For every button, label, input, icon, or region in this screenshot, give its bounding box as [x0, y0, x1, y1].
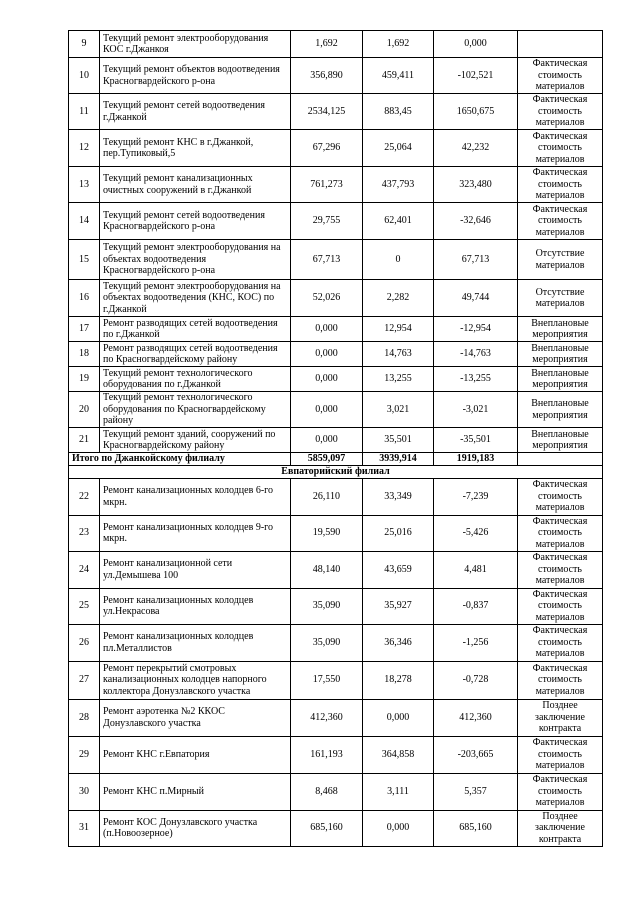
row-deviation-value: -3,021	[434, 392, 518, 428]
table-row	[69, 240, 603, 280]
table-row	[69, 367, 603, 392]
row-actual-value: 2,282	[363, 280, 434, 317]
row-deviation-value: 323,480	[434, 167, 518, 203]
row-deviation-value: 412,360	[434, 699, 518, 736]
row-number: 29	[69, 736, 100, 773]
row-name: Ремонт канализационных колодцев 9-го мкрн.	[100, 515, 291, 551]
row-note: Фактическая стоимость материалов	[518, 478, 603, 515]
row-deviation-value: 685,160	[434, 810, 518, 846]
row-plan-value: 26,110	[291, 478, 363, 515]
row-name: Текущий ремонт электрооборудования КОС г.Джанкоя	[100, 31, 291, 58]
row-actual-value: 43,659	[363, 551, 434, 588]
table-row	[69, 342, 603, 367]
row-deviation-value: -13,255	[434, 367, 518, 392]
row-deviation-value: -12,954	[434, 317, 518, 342]
row-note: Фактическая стоимость материалов	[518, 661, 603, 699]
row-deviation-value: 42,232	[434, 130, 518, 167]
row-actual-value: 364,858	[363, 736, 434, 773]
row-number: 20	[69, 392, 100, 428]
section-header-row	[69, 465, 603, 478]
repair-table	[68, 30, 603, 847]
row-name: Ремонт канализационных колодцев 6-го мкрн.	[100, 478, 291, 515]
row-number: 14	[69, 203, 100, 240]
row-deviation-value: -102,521	[434, 58, 518, 94]
row-note: Фактическая стоимость материалов	[518, 130, 603, 167]
row-name: Ремонт КНС г.Евпатория	[100, 736, 291, 773]
row-number: 18	[69, 342, 100, 367]
table-row	[69, 736, 603, 773]
row-actual-value: 0	[363, 240, 434, 280]
row-name: Ремонт аэротенка №2 ККОС Донузлавского участка	[100, 699, 291, 736]
row-actual-value: 0,000	[363, 810, 434, 846]
row-note: Фактическая стоимость материалов	[518, 94, 603, 130]
row-number: 26	[69, 624, 100, 661]
row-name: Ремонт КОС Донузлавского участка (п.Новоозерное)	[100, 810, 291, 846]
row-actual-value: 13,255	[363, 367, 434, 392]
row-name: Ремонт канализационной сети ул.Демышева 100	[100, 551, 291, 588]
row-plan-value: 19,590	[291, 515, 363, 551]
row-deviation-value: -14,763	[434, 342, 518, 367]
row-number: 13	[69, 167, 100, 203]
row-plan-value: 35,090	[291, 624, 363, 661]
row-note: Внеплановые мероприятия	[518, 392, 603, 428]
row-name: Текущий ремонт электрооборудования на объектах водоотведения (КНС, КОС) по г.Джанкой	[100, 280, 291, 317]
row-plan-value: 761,273	[291, 167, 363, 203]
row-plan-value: 0,000	[291, 317, 363, 342]
row-name: Текущий ремонт зданий, сооружений по Красногвардейскому району	[100, 428, 291, 453]
row-actual-value: 1,692	[363, 31, 434, 58]
row-plan-value: 356,890	[291, 58, 363, 94]
table-row	[69, 624, 603, 661]
row-deviation-value: -35,501	[434, 428, 518, 453]
row-actual-value: 25,064	[363, 130, 434, 167]
row-note: Фактическая стоимость материалов	[518, 167, 603, 203]
table-row	[69, 130, 603, 167]
row-name: Текущий ремонт технологического оборудования по Красногвардейскому району	[100, 392, 291, 428]
total-plan-value: 5859,097	[291, 453, 363, 466]
row-note: Отсутствие материалов	[518, 240, 603, 280]
row-number: 11	[69, 94, 100, 130]
row-number: 21	[69, 428, 100, 453]
row-note: Внеплановые мероприятия	[518, 428, 603, 453]
row-note: Позднее заключение контракта	[518, 810, 603, 846]
row-number: 27	[69, 661, 100, 699]
table-row	[69, 94, 603, 130]
row-number: 22	[69, 478, 100, 515]
total-actual-value: 3939,914	[363, 453, 434, 466]
row-deviation-value: -1,256	[434, 624, 518, 661]
table-row	[69, 810, 603, 846]
row-deviation-value: -0,728	[434, 661, 518, 699]
row-actual-value: 0,000	[363, 699, 434, 736]
row-number: 12	[69, 130, 100, 167]
row-note: Фактическая стоимость материалов	[518, 58, 603, 94]
row-actual-value: 459,411	[363, 58, 434, 94]
total-row	[69, 453, 603, 466]
row-plan-value: 0,000	[291, 428, 363, 453]
row-number: 30	[69, 773, 100, 810]
row-name: Ремонт разводящих сетей водоотведения по Красногвардейскому району	[100, 342, 291, 367]
row-name: Текущий ремонт технологического оборудования по г.Джанкой	[100, 367, 291, 392]
row-note: Фактическая стоимость материалов	[518, 203, 603, 240]
row-plan-value: 35,090	[291, 588, 363, 624]
total-note	[518, 453, 603, 466]
table-row	[69, 203, 603, 240]
row-plan-value: 0,000	[291, 342, 363, 367]
table-row	[69, 478, 603, 515]
row-actual-value: 35,927	[363, 588, 434, 624]
row-number: 9	[69, 31, 100, 58]
row-deviation-value: 4,481	[434, 551, 518, 588]
row-note: Фактическая стоимость материалов	[518, 624, 603, 661]
row-note: Позднее заключение контракта	[518, 699, 603, 736]
table-row	[69, 167, 603, 203]
row-note: Фактическая стоимость материалов	[518, 588, 603, 624]
row-note: Внеплановые мероприятия	[518, 367, 603, 392]
row-actual-value: 18,278	[363, 661, 434, 699]
row-plan-value: 0,000	[291, 392, 363, 428]
table-row	[69, 661, 603, 699]
row-actual-value: 14,763	[363, 342, 434, 367]
row-note: Отсутствие материалов	[518, 280, 603, 317]
total-deviation-value: 1919,183	[434, 453, 518, 466]
row-deviation-value: -203,665	[434, 736, 518, 773]
row-plan-value: 67,713	[291, 240, 363, 280]
row-deviation-value: 1650,675	[434, 94, 518, 130]
row-name: Ремонт канализационных колодцев ул.Некрасова	[100, 588, 291, 624]
row-note: Фактическая стоимость материалов	[518, 736, 603, 773]
row-actual-value: 36,346	[363, 624, 434, 661]
table-row	[69, 515, 603, 551]
row-plan-value: 161,193	[291, 736, 363, 773]
row-name: Текущий ремонт электрооборудования на объектах водоотведения Красногвардейского р-она	[100, 240, 291, 280]
row-plan-value: 2534,125	[291, 94, 363, 130]
row-deviation-value: 0,000	[434, 31, 518, 58]
row-actual-value: 25,016	[363, 515, 434, 551]
row-deviation-value: 5,357	[434, 773, 518, 810]
row-name: Текущий ремонт сетей водоотведения г.Джанкой	[100, 94, 291, 130]
row-actual-value: 3,111	[363, 773, 434, 810]
row-plan-value: 8,468	[291, 773, 363, 810]
row-plan-value: 685,160	[291, 810, 363, 846]
row-note: Фактическая стоимость материалов	[518, 551, 603, 588]
table-row	[69, 280, 603, 317]
row-name: Текущий ремонт КНС в г.Джанкой, пер.Тупиковый,5	[100, 130, 291, 167]
row-number: 10	[69, 58, 100, 94]
row-actual-value: 3,021	[363, 392, 434, 428]
row-plan-value: 67,296	[291, 130, 363, 167]
row-name: Ремонт перекрытий смотровых канализационных колодцев напорного коллектора Донузлавского участка	[100, 661, 291, 699]
row-plan-value: 48,140	[291, 551, 363, 588]
row-number: 31	[69, 810, 100, 846]
row-actual-value: 883,45	[363, 94, 434, 130]
table-row	[69, 31, 603, 58]
row-deviation-value: -0,837	[434, 588, 518, 624]
table-row	[69, 392, 603, 428]
row-number: 23	[69, 515, 100, 551]
row-deviation-value: -7,239	[434, 478, 518, 515]
section-title: Евпаторийский филиал	[69, 465, 603, 478]
row-plan-value: 17,550	[291, 661, 363, 699]
row-name: Ремонт КНС п.Мирный	[100, 773, 291, 810]
row-deviation-value: -32,646	[434, 203, 518, 240]
table-row	[69, 773, 603, 810]
row-actual-value: 33,349	[363, 478, 434, 515]
row-name: Текущий ремонт объектов водоотведения Красногвардейского р-она	[100, 58, 291, 94]
row-number: 17	[69, 317, 100, 342]
total-label: Итого по Джанкойскому филиалу	[69, 453, 291, 466]
row-plan-value: 412,360	[291, 699, 363, 736]
row-number: 19	[69, 367, 100, 392]
row-plan-value: 0,000	[291, 367, 363, 392]
row-deviation-value: 67,713	[434, 240, 518, 280]
table-row	[69, 428, 603, 453]
table-row	[69, 699, 603, 736]
row-note: Внеплановые мероприятия	[518, 317, 603, 342]
table-row	[69, 58, 603, 94]
table-row	[69, 588, 603, 624]
row-plan-value: 29,755	[291, 203, 363, 240]
row-deviation-value: 49,744	[434, 280, 518, 317]
row-name: Текущий ремонт канализационных очистных сооружений в г.Джанкой	[100, 167, 291, 203]
row-name: Текущий ремонт сетей водоотведения Красногвардейского р-она	[100, 203, 291, 240]
row-plan-value: 52,026	[291, 280, 363, 317]
row-number: 24	[69, 551, 100, 588]
row-note: Фактическая стоимость материалов	[518, 773, 603, 810]
row-name: Ремонт разводящих сетей водоотведения по г.Джанкой	[100, 317, 291, 342]
row-number: 16	[69, 280, 100, 317]
row-number: 25	[69, 588, 100, 624]
row-note: Фактическая стоимость материалов	[518, 515, 603, 551]
row-actual-value: 35,501	[363, 428, 434, 453]
row-name: Ремонт канализационных колодцев пл.Металлистов	[100, 624, 291, 661]
table-row	[69, 317, 603, 342]
row-deviation-value: -5,426	[434, 515, 518, 551]
table-row	[69, 551, 603, 588]
row-plan-value: 1,692	[291, 31, 363, 58]
row-actual-value: 62,401	[363, 203, 434, 240]
row-actual-value: 437,793	[363, 167, 434, 203]
row-note	[518, 31, 603, 58]
row-number: 15	[69, 240, 100, 280]
row-actual-value: 12,954	[363, 317, 434, 342]
row-note: Внеплановые мероприятия	[518, 342, 603, 367]
row-number: 28	[69, 699, 100, 736]
